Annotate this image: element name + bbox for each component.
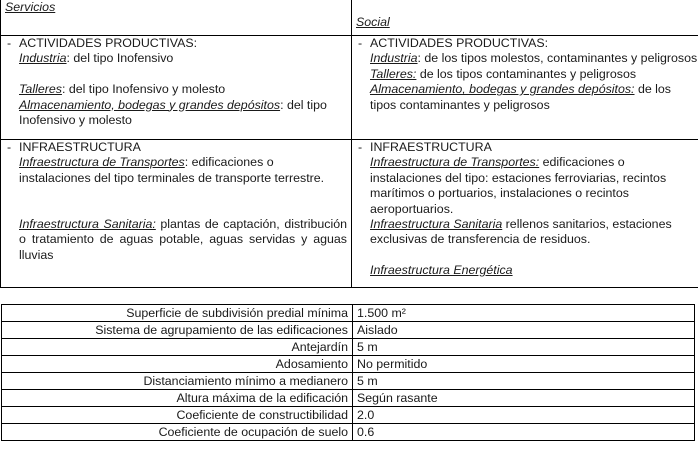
section-heading: - INFRAESTRUCTURA xyxy=(5,140,347,155)
param-label: Adosamiento xyxy=(2,356,353,373)
sanitaria-line: Infraestructura Sanitaria: plantas de captación, distribución o tratamiento de aguas potable, aguas servidas y aguas lluvias xyxy=(19,217,347,262)
table-row xyxy=(2,322,695,339)
transportes-line: Infraestructura de Transportes: edificaciones o instalaciones del tipo terminales de transporte terrestre. xyxy=(19,155,325,185)
param-label: Antejardín xyxy=(2,339,353,356)
category-label: Servicios xyxy=(5,0,56,14)
table-row xyxy=(2,407,695,424)
param-value: 5 m xyxy=(353,339,695,356)
param-label: Sistema de agrupamiento de las edificaciones xyxy=(2,322,353,339)
param-value: No permitido xyxy=(353,356,695,373)
table-row xyxy=(1,36,698,140)
cell-servicios xyxy=(1,0,352,36)
section-heading: - ACTIVIDADES PRODUCTIVAS: xyxy=(5,36,347,51)
cell-social xyxy=(352,0,698,36)
table-row xyxy=(2,424,695,441)
param-value: 1.500 m² xyxy=(353,305,695,322)
industria-line: Industria: del tipo Inofensivo xyxy=(19,51,174,66)
almacenamiento-line: Almacenamiento, bodegas y grandes depósitos: de los tipos contaminantes y peligrosos xyxy=(370,82,672,112)
cell-infraestructura-left xyxy=(1,140,352,288)
param-value: 0.6 xyxy=(353,424,695,441)
table-row xyxy=(1,0,698,36)
cell-infraestructura-right xyxy=(352,140,698,288)
industria-line: Industria: de los tipos molestos, contaminantes y peligrosos xyxy=(370,51,698,66)
talleres-line: Talleres: de los tipos contaminantes y peligrosos xyxy=(370,66,637,81)
cell-actividades-left xyxy=(1,36,352,140)
param-value: 5 m xyxy=(353,373,695,390)
param-label: Coeficiente de constructibilidad xyxy=(2,407,353,424)
parameters-table xyxy=(1,304,695,441)
cell-actividades-right xyxy=(352,36,698,140)
table-row xyxy=(2,305,695,322)
param-label: Altura máxima de la edificación xyxy=(2,390,353,407)
section-heading: - ACTIVIDADES PRODUCTIVAS: xyxy=(356,36,698,51)
sanitaria-line: Infraestructura Sanitaria rellenos sanitarios, estaciones exclusivas de transferencia de residuos. xyxy=(370,217,672,247)
table-row xyxy=(2,339,695,356)
param-label: Distanciamiento mínimo a medianero xyxy=(2,373,353,390)
param-label: Coeficiente de ocupación de suelo xyxy=(2,424,353,441)
param-value: Aislado xyxy=(353,322,695,339)
table-row xyxy=(2,390,695,407)
talleres-line: Talleres: del tipo Inofensivo y molesto xyxy=(19,82,226,97)
transportes-line: Infraestructura de Transportes: edificaciones o instalaciones del tipo: estaciones ferroviarias, recintos marítimos o portuarios, instalaciones o recintos aeroportuarios. xyxy=(370,155,667,216)
param-label: Superficie de subdivisión predial mínima xyxy=(2,305,353,322)
table-row xyxy=(1,140,698,288)
param-value: Según rasante xyxy=(353,390,695,407)
param-value: 2.0 xyxy=(353,407,695,424)
category-label: Social xyxy=(356,15,390,30)
table-row xyxy=(2,373,695,390)
almacenamiento-line: Almacenamiento, bodegas y grandes depósitos: del tipo Inofensivo y molesto xyxy=(19,97,327,128)
section-heading: - INFRAESTRUCTURA xyxy=(356,140,698,155)
table-row xyxy=(2,356,695,373)
energetica-line: Infraestructura Energética xyxy=(370,263,513,278)
